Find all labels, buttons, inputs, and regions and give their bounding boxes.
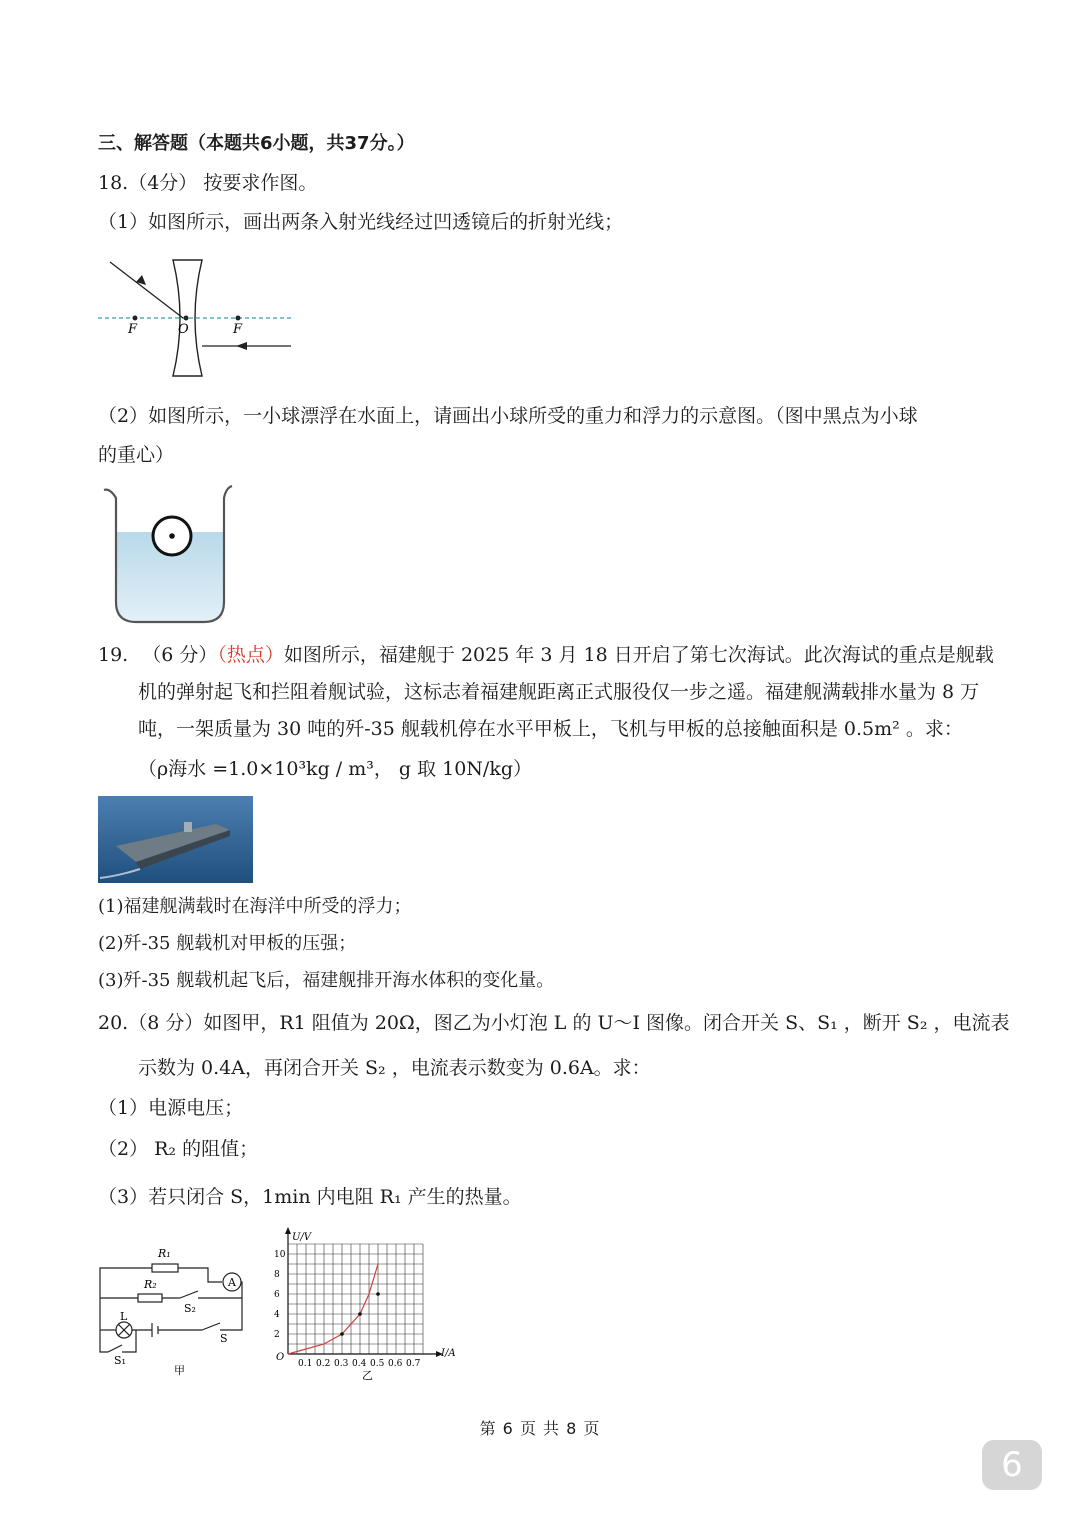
q19-score: （6 分）	[142, 644, 218, 666]
label-s1: S₁	[114, 1354, 126, 1367]
ray-arrow-2	[236, 342, 247, 350]
q19-line1	[98, 642, 994, 668]
graph-grid	[288, 1244, 423, 1354]
ui-graph	[268, 1226, 464, 1384]
graph-caption: 乙	[362, 1369, 373, 1382]
x-tick-label: 0.1	[298, 1359, 313, 1369]
label-f-left: F	[128, 322, 138, 337]
q18-part2-line2: 的重心）	[98, 444, 175, 466]
x-tick-label: 0.7	[406, 1359, 421, 1369]
hot-tag: （热点）	[217, 644, 284, 666]
page-footer: 第 6 页 共 8 页	[479, 1419, 601, 1438]
y-axis-label: U/V	[292, 1232, 312, 1243]
r2-resistor	[138, 1294, 162, 1302]
carrier-photo	[98, 796, 253, 883]
q20-sub3: （3）若只闭合 S，1min 内电阻 R₁ 产生的热量。	[98, 1186, 522, 1208]
focus-right	[236, 316, 241, 321]
data-point	[376, 1292, 380, 1296]
y-tick-label: 4	[274, 1310, 280, 1320]
q19-constants: （ρ海水 =1.0×10³kg / m³， g 取 10N/kg）	[138, 758, 533, 780]
circuit-diagram	[96, 1240, 256, 1380]
section-title: 三、解答题（本题共6小题，共37分。）	[98, 133, 415, 154]
label-r2: R₂	[144, 1278, 157, 1291]
x-tick-label: 0.6	[388, 1359, 403, 1369]
data-point	[358, 1312, 362, 1316]
label-f-right: F	[233, 322, 243, 337]
x-tick-label: 0.3	[334, 1359, 349, 1369]
y-tick-label: 8	[274, 1270, 280, 1280]
label-s: S	[220, 1332, 228, 1345]
beaker-figure	[100, 484, 240, 629]
label-s2: S₂	[184, 1302, 196, 1315]
focus-left	[133, 316, 138, 321]
x-tick-label: 0.5	[370, 1359, 385, 1369]
carrier-island	[184, 822, 192, 832]
q19-sub3: (3)歼-35 舰载机起飞后，福建舰排开海水体积的变化量。	[98, 970, 555, 991]
q19-num: 19.	[98, 644, 129, 666]
q20-line1: 20.（8 分）如图甲，R1 阻值为 20Ω，图乙为小灯泡 L 的 U～I 图像。闭合开关 S、S₁ ，断开 S₂ ，电流表	[98, 1012, 1010, 1034]
y-tick-label: 10	[274, 1250, 286, 1260]
data-point	[340, 1332, 344, 1336]
q19-line1-text: 如图所示，福建舰于 2025 年 3 月 18 日开启了第七次海试。此次海试的重点是舰载	[283, 644, 994, 666]
x-tick-label: 0.2	[316, 1359, 331, 1369]
q20-sub1: （1）电源电压；	[98, 1097, 244, 1119]
graph-tick-labels	[274, 1250, 421, 1369]
q19-line3: 吨，一架质量为 30 吨的歼-35 舰载机停在水平甲板上，飞机与甲板的总接触面积是 0.5m² 。求：	[138, 718, 963, 740]
label-ammeter: A	[228, 1276, 236, 1289]
center-of-gravity-dot	[169, 533, 175, 539]
y-tick-label: 2	[274, 1330, 280, 1340]
r1-resistor	[152, 1264, 178, 1272]
graph-axes	[285, 1227, 443, 1357]
q20-sub2: （2） R₂ 的阻值；	[98, 1138, 259, 1160]
q19-sub2: (2)歼-35 舰载机对甲板的压强；	[98, 933, 357, 954]
q18-part2-line1: （2）如图所示，一小球漂浮在水面上，请画出小球所受的重力和浮力的示意图。（图中黑点为小球	[98, 405, 918, 427]
y-axis-arrow	[285, 1227, 291, 1234]
x-tick-label: 0.4	[352, 1359, 367, 1369]
label-o: O	[178, 322, 189, 337]
q19-line2: 机的弹射起飞和拦阻着舰试验，这标志着福建舰距离正式服役仅一步之遥。福建舰满载排水量为 8 万	[138, 681, 980, 703]
q18-header: 18.（4分） 按要求作图。	[98, 172, 318, 194]
concave-lens-figure	[98, 252, 298, 382]
y-tick-label: 6	[274, 1290, 280, 1300]
q18-part1: （1）如图所示，画出两条入射光线经过凹透镜后的折射光线；	[98, 211, 624, 233]
page-badge: 6	[982, 1440, 1042, 1490]
origin-label: O	[276, 1352, 285, 1363]
label-r1: R₁	[158, 1247, 171, 1260]
circuit-caption: 甲	[174, 1364, 185, 1377]
q19-sub1: (1)福建舰满载时在海洋中所受的浮力；	[98, 896, 412, 917]
incident-ray-1	[110, 262, 183, 318]
optical-center	[184, 316, 189, 321]
label-l: L	[120, 1310, 128, 1323]
x-axis-label: I/A	[441, 1348, 456, 1359]
q20-line2: 示数为 0.4A，再闭合开关 S₂ ，电流表示数变为 0.6A。求：	[138, 1057, 651, 1079]
